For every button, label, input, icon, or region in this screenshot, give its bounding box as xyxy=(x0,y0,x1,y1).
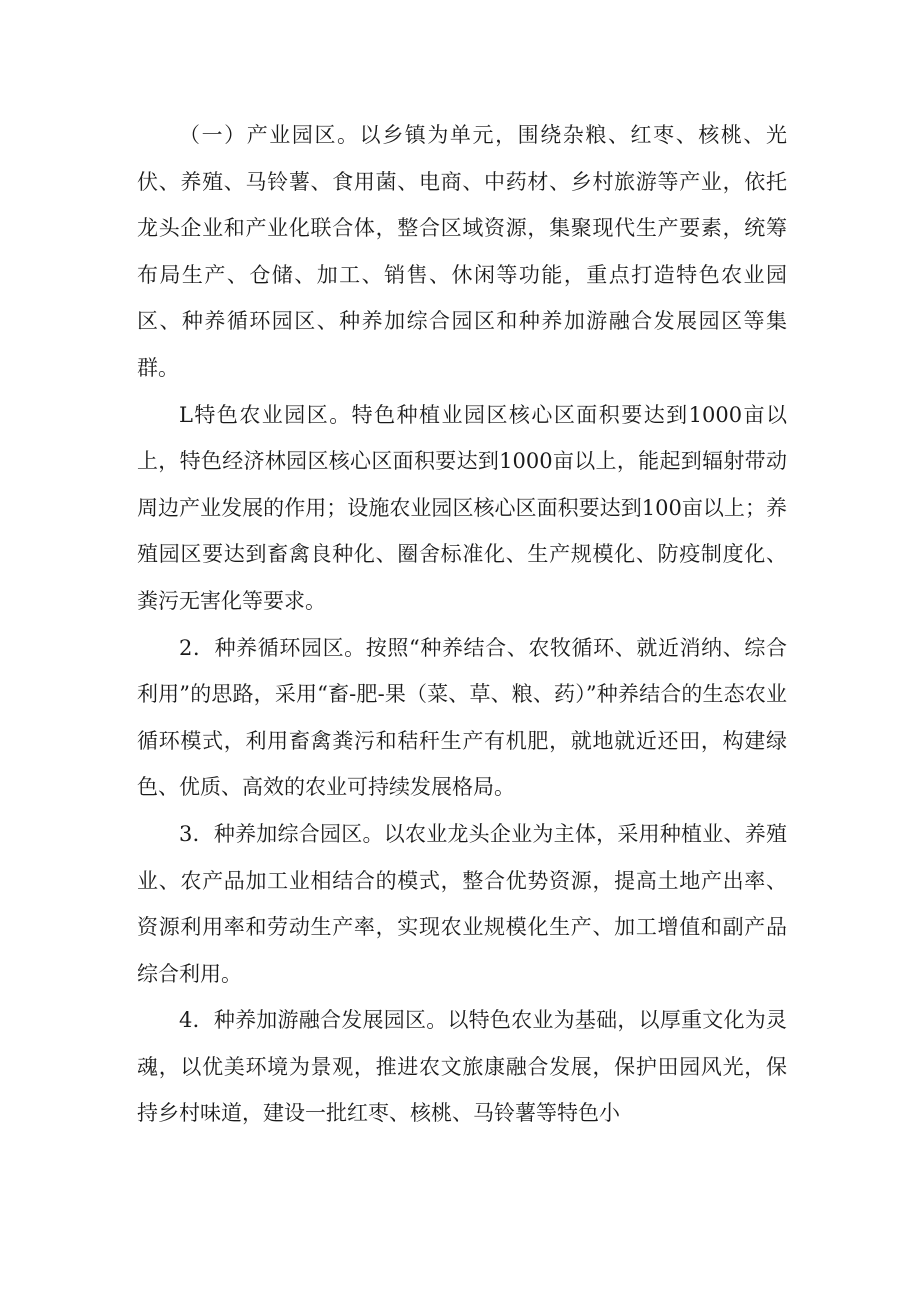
paragraph-specialty-agriculture-park: L特色农业园区。特色种植业园区核心区面积要达到1000亩以上，特色经济林园区核心区面积要达到1000亩以上，能起到辐射带动周边产业发展的作用；设施农业园区核心区面积要达到100亩以上；养殖园区要达到畜禽良种化、圈舍标准化、生产规模化、防疫制度化、粪污无害化等要求。 xyxy=(137,402,787,613)
paragraph-integrated-processing-park: 3．种养加综合园区。以农业龙头企业为主体，采用种植业、养殖业、农产品加工业相结合的模式，整合优势资源，提高土地产出率、资源利用率和劳动生产率，实现农业规模化生产、加工增值和副产品综合利用。 xyxy=(137,821,787,986)
paragraph-industrial-parks: （一）产业园区。以乡镇为单元，围绕杂粮、红枣、核桃、光伏、养殖、马铃薯、食用菌、电商、中药材、乡村旅游等产业，依托龙头企业和产业化联合体，整合区域资源，集聚现代生产要素，统筹布局生产、仓储、加工、销售、休闲等功能，重点打造特色农业园区、种养循环园区、种养加综合园区和种养加游融合发展园区等集群。 xyxy=(137,123,787,380)
paragraph-planting-breeding-cycle-park: 2．种养循环园区。按照“种养结合、农牧循环、就近消纳、综合利用”的思路，采用“畜-肥-果（菜、草、粮、药）”种养结合的生态农业循环模式，利用畜禽粪污和秸秆生产有机肥，就地就近还田，构建绿色、优质、高效的农业可持续发展格局。 xyxy=(137,635,787,800)
document-body xyxy=(137,112,787,1137)
paragraph-tourism-fusion-park: 4．种养加游融合发展园区。以特色农业为基础，以厚重文化为灵魂，以优美环境为景观，推进农文旅康融合发展，保护田园风光，保持乡村味道，建设一批红枣、核桃、马铃薯等特色小 xyxy=(137,1008,787,1126)
